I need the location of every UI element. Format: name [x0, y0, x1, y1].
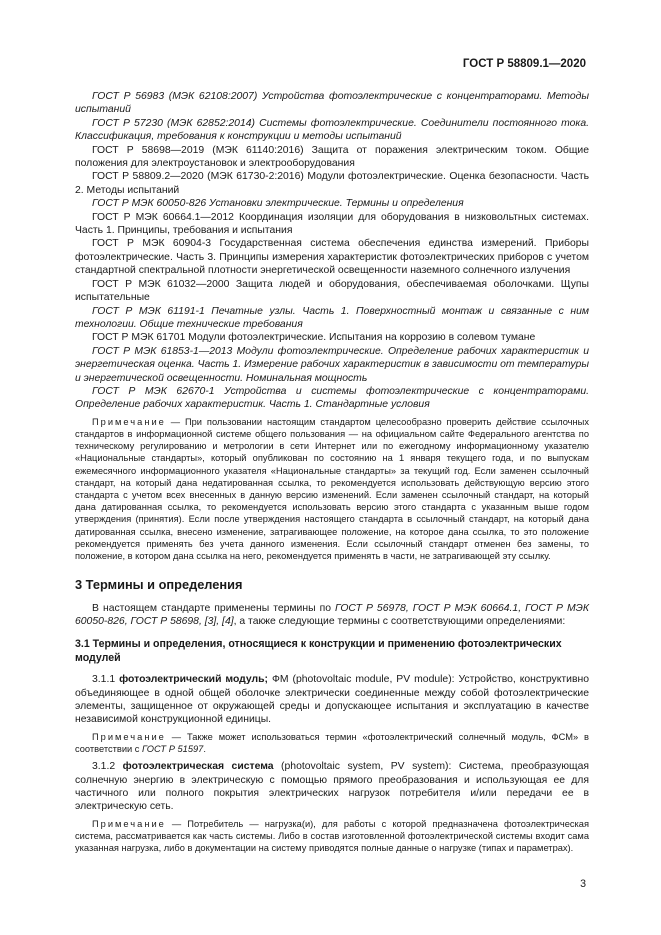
reference-item: ГОСТ Р МЭК 60050-826 Установки электрические. Термины и определения	[92, 198, 464, 210]
term-number: 3.1.2	[92, 761, 123, 773]
normative-references-list	[75, 90, 589, 412]
page-number: 3	[580, 878, 586, 890]
note-references	[75, 416, 589, 562]
subsection-3-1-heading: 3.1 Термины и определения, относящиеся к конструкции и применению фотоэлектрических модулей	[75, 638, 562, 664]
term-name: фотоэлектрическая система	[122, 761, 274, 773]
note-term-3-1-2	[75, 818, 589, 855]
term-name: фотоэлектрический модуль;	[119, 674, 268, 686]
reference-item: ГОСТ Р МЭК 62670-1 Устройства и системы фотоэлектрические с концентраторами. Определение рабочих характеристик. Часть 1. Стандартные условия	[75, 385, 589, 411]
reference-item: ГОСТ Р МЭК 60904-3 Государственная система обеспечения единства измерений. Приборы фотоэлектрические. Часть 3. Принципы измерения характеристик фотоэлектрических приборов с учетом стандартной спектральной плотности энергетической освещенности наземного солнечного излучения	[75, 238, 589, 277]
note-text: — Потребитель — нагрузка(и), для работы с которой предназначена фотоэлектрическая система, рассматривается как часть системы. Либо в состав изготовленной фотоэлектрической системы входит сама указанная нагрузка, либо в документации на систему приводятся полные данные о нагрузке (типах и параметрах).	[75, 818, 589, 854]
reference-item: ГОСТ Р МЭК 61191-1 Печатные узлы. Часть 1. Поверхностный монтаж и связанные с ним технологии. Общие технические требования	[75, 305, 589, 330]
note-label: Примечание	[92, 416, 166, 427]
note-label: Примечание	[92, 731, 166, 742]
reference-item: ГОСТ Р МЭК 61032—2000 Защита людей и оборудования, обеспечиваемая оболочками. Щупы испытательные	[75, 278, 589, 304]
term-definition: (photovoltaic system, PV system): Система, преобразующая солнечную энергию в электрическую с помощью прямого преобразования и использующая ее для частичного или полного покрытия электрических нагрузок потребителя и/или передачи ее в электрическую сеть.	[75, 761, 590, 813]
note-label: Примечание	[92, 818, 166, 829]
reference-item: ГОСТ Р МЭК 61853-1—2013 Модули фотоэлектрические. Определение рабочих характеристик и энергетическая оценка. Часть 1. Измерение рабочих характеристик в зависимости от температуры и энергетической освещенности. Номинальная мощность	[75, 345, 589, 384]
term-number: 3.1.1	[92, 674, 120, 686]
reference-item: ГОСТ Р 57230 (МЭК 62852:2014) Системы фотоэлектрические. Соединители постоянного тока. Классификация, требования к конструкции и методы испытаний	[75, 117, 589, 143]
reference-item: ГОСТ Р МЭК 60664.1—2012 Координация изоляции для оборудования в низковольтных системах. Часть 1. Принципы, требования и испытания	[75, 211, 589, 237]
reference-item: ГОСТ Р 58809.2—2020 (МЭК 61730-2:2016) Модули фотоэлектрические. Оценка безопасности. Часть 2. Методы испытаний	[75, 171, 589, 196]
note-text: — При пользовании настоящим стандартом целесообразно проверить действие ссылочных стандартов в информационной системе общего пользования — на официальном сайте Федерального агентства по техническому регулированию и метрологии в сети Интернет или по ежегодному информационному указателю «Национальные стандарты», который опубликован по состоянию на 1 января текущего года, и по выпускам ежемесячного информационного указателя «Национальные стандарты» за текущий год. Если заменен ссылочный стандарт, на который дана недатированная ссылка, то рекомендуется использовать действующую версию этого стандарта с учетом всех внесенных в данную версию изменений. Если заменен ссылочный стандарт, на который дана датированная ссылка, то рекомендуется использовать версию этого стандарта с указанным выше годом утверждения (принятия). Если после утверждения настоящего стандарта в ссылочный стандарт, на который дана датированная ссылка, внесено изменение, затрагивающее положение, на которое дана ссылка, то это положение рекомендуется применять без учета данного изменения. Если ссылочный стандарт отменен без замены, то положение, в котором дана ссылка на него, рекомендуется применять в части, не затрагивающей эту ссылку.	[75, 416, 589, 561]
note-term-3-1-1	[75, 731, 589, 755]
term-3-1-1	[75, 673, 589, 727]
note-ref: ГОСТ Р 51597	[142, 744, 204, 755]
term-3-1-2	[75, 760, 589, 814]
intro-text: В настоящем стандарте применены термины по	[92, 602, 336, 614]
section-3-heading: 3 Термины и определения	[75, 577, 243, 593]
term-definition: ФМ (photovoltaic module, PV module): Устройство, конструктивно объединяющее в одной общей оболочке электрически соединенные между собой фотоэлектрические элементы, защищенное от окружающей среды и допускающее испытания и эксплуатацию в качестве независимой конструкционной единицы.	[75, 674, 589, 726]
note-end: .	[203, 744, 206, 755]
section-3-intro	[75, 602, 589, 629]
reference-item: ГОСТ Р МЭК 61701 Модули фотоэлектрические. Испытания на коррозию в солевом тумане	[92, 332, 536, 344]
note-text: — Также может использоваться термин «фотоэлектрический солнечный модуль, ФСМ» в соответствии с	[75, 731, 589, 755]
document-id-header: ГОСТ Р 58809.1—2020	[462, 58, 586, 70]
page-content	[75, 90, 589, 854]
intro-refs: ГОСТ Р 56978, ГОСТ Р МЭК 60664.1, ГОСТ Р МЭК 60050-826, ГОСТ Р 58698, [3], [4]	[75, 602, 589, 627]
reference-item: ГОСТ Р 58698—2019 (МЭК 61140:2016) Защита от поражения электрическим током. Общие положения для электроустановок и электрооборудования	[75, 144, 589, 170]
reference-item: ГОСТ Р 56983 (МЭК 62108:2007) Устройства фотоэлектрические с концентраторами. Методы испытаний	[75, 91, 589, 116]
intro-text-end: , а также следующие термины с соответствующими определениями:	[233, 616, 566, 627]
